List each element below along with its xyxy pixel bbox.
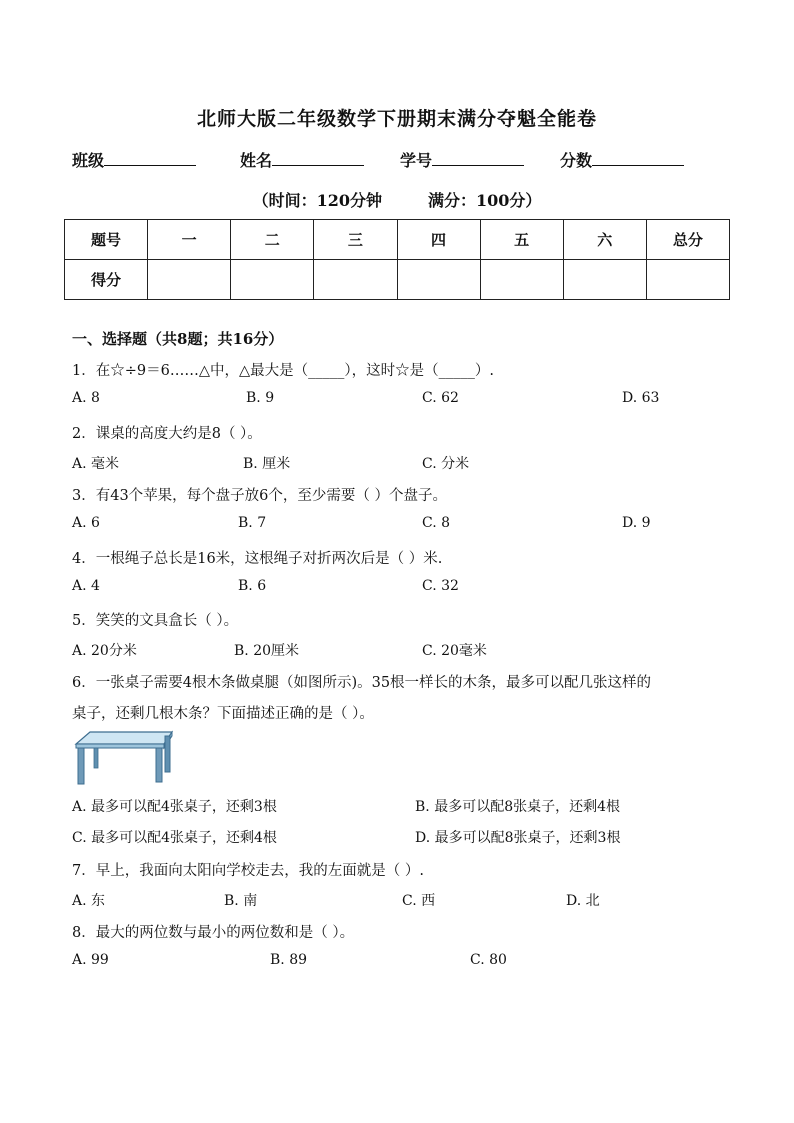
question-5: 5．笑笑的文具盒长（ ）。 <box>72 613 239 629</box>
q7-option-c[interactable]: C. 西 <box>402 893 436 909</box>
header-cell: 总分 <box>646 220 729 260</box>
question-7: 7．早上，我面向太阳向学校走去，我的左面就是（ ）. <box>72 863 424 879</box>
q2-option-b[interactable]: B. 厘米 <box>243 456 291 472</box>
q3-option-c[interactable]: C. 8 <box>422 515 451 531</box>
header-cell: 题号 <box>65 220 148 260</box>
header-cell: 五 <box>480 220 563 260</box>
score-cell[interactable] <box>397 260 480 300</box>
class-blank[interactable] <box>104 151 196 166</box>
q5-option-b[interactable]: B. 20厘米 <box>234 643 300 659</box>
table-illustration <box>74 730 174 786</box>
q5-option-a[interactable]: A. 20分米 <box>72 643 137 659</box>
q6-option-a[interactable]: A. 最多可以配4张桌子，还剩3根 <box>72 799 277 815</box>
score-blank[interactable] <box>592 151 684 166</box>
section-heading: 一、选择题（共8题；共16分） <box>72 330 284 348</box>
row-label-cell: 得分 <box>65 260 148 300</box>
class-label: 班级 <box>72 151 105 170</box>
full-score: 满分：100分） <box>428 191 542 210</box>
q5-option-c[interactable]: C. 20毫米 <box>422 643 487 659</box>
q7-option-a[interactable]: A. 东 <box>72 893 106 909</box>
score-cell[interactable] <box>314 260 397 300</box>
q7-option-b[interactable]: B. 南 <box>224 893 258 909</box>
table-top <box>76 732 172 744</box>
q6-option-d[interactable]: D. 最多可以配8张桌子，还剩3根 <box>415 830 621 846</box>
score-table-score-row <box>65 260 730 300</box>
score-cell[interactable] <box>148 260 231 300</box>
question-6-cont: 桌子，还剩几根木条？下面描述正确的是（ ）。 <box>72 706 374 722</box>
id-label: 学号 <box>400 151 433 170</box>
page-title: 北师大版二年级数学下册期末满分夺魁全能卷 <box>196 108 597 130</box>
q2-option-c[interactable]: C. 分米 <box>422 456 470 472</box>
q8-option-b[interactable]: B. 89 <box>270 952 308 968</box>
score-table-header-row <box>65 220 730 260</box>
id-blank[interactable] <box>432 151 524 166</box>
question-4: 4．一根绳子总长是16米，这根绳子对折两次后是（ ）米. <box>72 551 443 567</box>
header-cell: 六 <box>563 220 646 260</box>
question-6: 6．一张桌子需要4根木条做桌腿（如图所示)。35根一样长的木条，最多可以配几张这样的 <box>72 675 652 691</box>
header-cell: 二 <box>231 220 314 260</box>
table-edge <box>76 744 164 748</box>
question-8: 8．最大的两位数与最小的两位数和是（ ）。 <box>72 925 355 941</box>
q3-option-b[interactable]: B. 7 <box>238 515 267 531</box>
header-cell: 一 <box>148 220 231 260</box>
q6-option-c[interactable]: C. 最多可以配4张桌子，还剩4根 <box>72 830 277 846</box>
time-line <box>0 188 794 211</box>
q1-option-d[interactable]: D. 63 <box>622 390 660 406</box>
q1-option-a[interactable]: A. 8 <box>72 390 100 406</box>
table-leg <box>94 748 98 768</box>
table-leg <box>78 748 84 784</box>
score-cell[interactable] <box>563 260 646 300</box>
q8-option-a[interactable]: A. 99 <box>72 952 109 968</box>
score-cell[interactable] <box>231 260 314 300</box>
table-leg <box>165 736 170 772</box>
time-limit: （时间：120分钟 <box>252 191 382 210</box>
class-field[interactable] <box>72 148 196 171</box>
q7-option-d[interactable]: D. 北 <box>566 893 600 909</box>
q1-option-c[interactable]: C. 62 <box>422 390 459 406</box>
header-cell: 四 <box>397 220 480 260</box>
score-field[interactable] <box>560 148 684 171</box>
q6-option-b[interactable]: B. 最多可以配8张桌子，还剩4根 <box>415 799 621 815</box>
name-label: 姓名 <box>240 151 273 170</box>
q8-option-c[interactable]: C. 80 <box>470 952 507 968</box>
question-3: 3．有43个苹果，每个盘子放6个，至少需要（ ）个盘子。 <box>72 488 448 504</box>
q2-option-a[interactable]: A. 毫米 <box>72 456 120 472</box>
q3-option-a[interactable]: A. 6 <box>72 515 100 531</box>
id-field[interactable] <box>400 148 524 171</box>
q4-option-a[interactable]: A. 4 <box>72 578 100 594</box>
table-leg <box>156 748 162 782</box>
header-cell: 三 <box>314 220 397 260</box>
question-2: 2．课桌的高度大约是8（ ）。 <box>72 426 262 442</box>
score-cell[interactable] <box>646 260 729 300</box>
q4-option-b[interactable]: B. 6 <box>238 578 267 594</box>
question-1: 1．在☆÷9＝6……△中，△最大是（_____），这时☆是（_____）. <box>72 363 494 379</box>
q3-option-d[interactable]: D. 9 <box>622 515 651 531</box>
q4-option-c[interactable]: C. 32 <box>422 578 459 594</box>
name-field[interactable] <box>240 148 364 171</box>
score-label: 分数 <box>560 151 593 170</box>
q1-option-b[interactable]: B. 9 <box>246 390 275 406</box>
score-table <box>64 219 730 300</box>
score-cell[interactable] <box>480 260 563 300</box>
name-blank[interactable] <box>272 151 364 166</box>
